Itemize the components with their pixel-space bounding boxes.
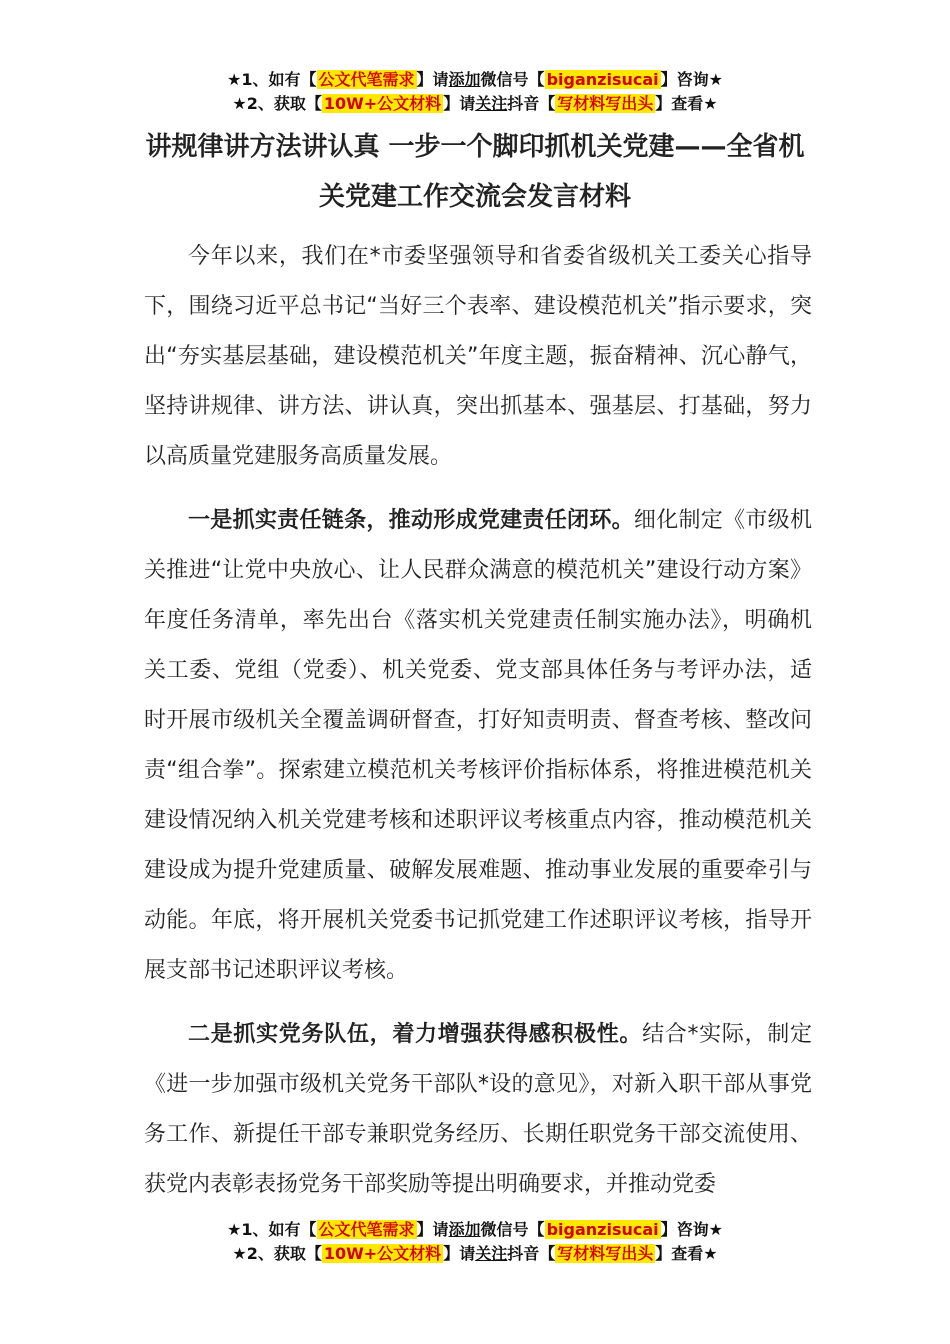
promo-text: 微信号【 xyxy=(480,70,545,89)
promo-underline: 关注 xyxy=(475,94,508,113)
promo-highlight: 公文代笔需求 xyxy=(318,1220,415,1239)
promo-line-1 xyxy=(0,1218,950,1242)
promo-underline: 添加 xyxy=(448,1220,481,1239)
promo-line-1 xyxy=(0,68,950,92)
promo-highlight: biganzisucai xyxy=(546,70,659,89)
section-1-text: 细化制定《市级机关推进“让党中央放心、让人民群众满意的模范机关”建设行动方案》年度任务清单，率先出台《落实机关党建责任制实施办法》，明确机关工委、党组（党委）、机关党委、党支部具体任务与考评办法，适时开展市级机关全覆盖调研督查，打好知责明责、督查考核、整改问责“组合拳”。探索建立模范机关考核评价指标体系，将推进模范机关建设情况纳入机关党建考核和述职评议考核重点内容，推动模范机关建设成为提升党建质量、破解发展难题、推动事业发展的重要牵引与动能。年底，将开展机关党委书记抓党建工作述职评议考核，指导开展支部书记述职评议考核。 xyxy=(144,508,812,983)
promo-underline: 关注 xyxy=(475,1244,508,1263)
promo-highlight: 10W+公文材料 xyxy=(323,1244,442,1263)
intro-paragraph: 今年以来，我们在*市委坚强领导和省委省级机关工委关心指导下，围绕习近平总书记“当好三个表率、建设模范机关”指示要求，突出“夯实基层基础，建设模范机关”年度主题，振奋精神、沉心静气，坚持讲规律、讲方法、讲认真，突出抓基本、强基层、打基础，努力以高质量党建服务高质量发展。 xyxy=(144,244,812,469)
promo-highlight: 写材料写出头 xyxy=(557,1244,654,1263)
document-title-line-2: 关党建工作交流会发言材料 xyxy=(318,182,631,212)
section-2-heading: 二是抓实党务队伍，着力增强获得感积极性。 xyxy=(188,1022,643,1047)
section-2-paragraph xyxy=(144,1010,812,1210)
section-1-heading: 一是抓实责任链条，推动形成党建责任闭环。 xyxy=(188,508,634,533)
promo-highlight: biganzisucai xyxy=(546,1220,659,1239)
promo-text: 】请 xyxy=(443,94,476,113)
promo-highlight: 写材料写出头 xyxy=(557,94,654,113)
promo-text: ★2、获取【 xyxy=(232,94,322,113)
section-2-text: 结合*实际，制定《进一步加强市级机关党务干部队*设的意见》，对新入职干部从事党务工作、新提任干部专兼职党务经历、长期任职党务干部交流使用、获党内表彰表扬党务干部奖励等提出明确要求，并推动党委 xyxy=(144,1022,812,1197)
promo-text: ★1、如有【 xyxy=(227,70,317,89)
promo-text: 】咨询★ xyxy=(660,1220,723,1239)
promo-text: 】咨询★ xyxy=(660,70,723,89)
promo-text: ★2、获取【 xyxy=(232,1244,322,1263)
section-1-paragraph xyxy=(144,496,812,996)
promo-text: 】查看★ xyxy=(655,1244,718,1263)
promo-underline: 添加 xyxy=(448,70,481,89)
promo-text: 】请 xyxy=(416,1220,449,1239)
promo-line-2 xyxy=(0,1242,950,1266)
promo-text: ★1、如有【 xyxy=(227,1220,317,1239)
document-body xyxy=(144,232,812,1224)
document-title-line-1: 讲规律讲方法讲认真 一步一个脚印抓机关党建——全省机 xyxy=(145,132,805,162)
promo-text: 微信号【 xyxy=(480,1220,545,1239)
bottom-promo-banner xyxy=(0,1218,950,1266)
promo-text: 】请 xyxy=(443,1244,476,1263)
promo-text: 】查看★ xyxy=(655,94,718,113)
promo-text: 抖音【 xyxy=(507,1244,556,1263)
promo-text: 抖音【 xyxy=(507,94,556,113)
promo-line-2 xyxy=(0,92,950,116)
top-promo-banner xyxy=(0,68,950,116)
promo-text: 】请 xyxy=(416,70,449,89)
promo-highlight: 10W+公文材料 xyxy=(323,94,442,113)
promo-highlight: 公文代笔需求 xyxy=(318,70,415,89)
